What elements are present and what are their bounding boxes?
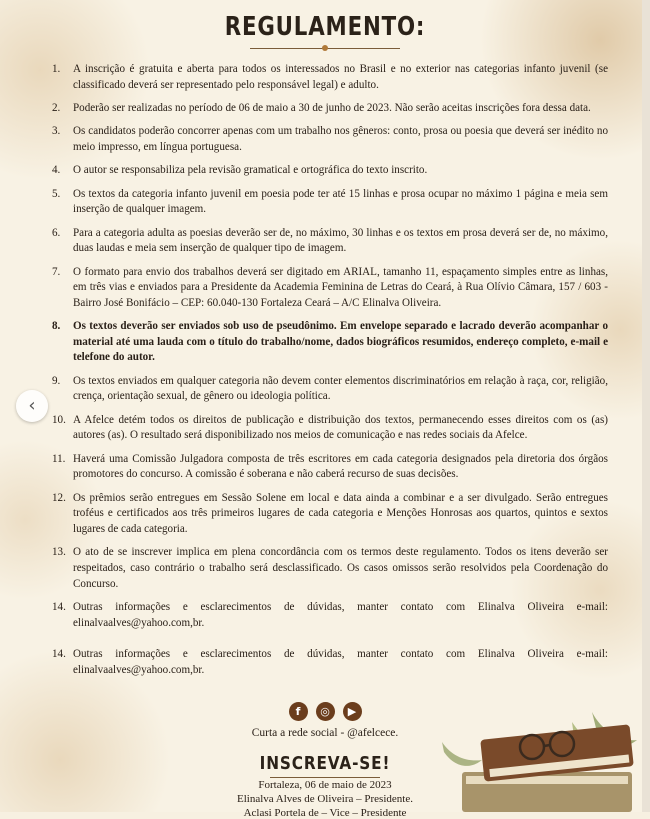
- rules-list: [52, 62, 608, 639]
- previous-slide-button[interactable]: ‹: [16, 390, 48, 422]
- youtube-icon[interactable]: ▶: [343, 702, 362, 721]
- books-illustration: [422, 702, 642, 812]
- cta-underline: [270, 777, 380, 778]
- rule-text: Haverá uma Comissão Julgadora composta de três escritores em cada categoria designados pela diretoria dos órgãos promotores do concurso. A comissão é soberana e não caberá recurso de suas decisões.: [73, 452, 608, 481]
- rule-item: [52, 413, 608, 444]
- rule-item: [52, 163, 608, 179]
- rule-item: [52, 374, 608, 405]
- instagram-icon[interactable]: ◎: [316, 702, 335, 721]
- rule-item: [52, 319, 608, 366]
- rule-number: 9.: [52, 374, 61, 387]
- rules-list-tail: [52, 647, 608, 686]
- title-ornament: [322, 45, 328, 51]
- rule-item: [52, 62, 608, 93]
- rule-number: 12.: [52, 491, 66, 504]
- rule-item: [52, 124, 608, 155]
- rule-number: 6.: [52, 226, 61, 239]
- rule-number: 1.: [52, 63, 61, 75]
- rule-text: Os prêmios serão entregues em Sessão Solene em local e data ainda a combinar e a ser divulgado. Serão entregues troféus e certificados aos três primeiros lugares de cada categoria e Menções Honrosas aos quartos, quintos e sextos lugares de cada categoria.: [73, 491, 608, 536]
- rule-item: [52, 545, 608, 592]
- rule-text: A inscrição é gratuita e aberta para todos os interessados no Brasil e no exterior nas categorias infanto juvenil (se classificado deverá ser representado pelo responsável legal) e adulto.: [73, 63, 608, 91]
- rule-text: O autor se responsabiliza pela revisão gramatical e ortográfica do texto inscrito.: [73, 164, 428, 177]
- rule-number: 7.: [52, 265, 61, 278]
- rule-item: [52, 226, 608, 257]
- rule-text: Outras informações e esclarecimentos de dúvidas, manter contato com Elinalva Oliveira e-mail: elinalvaalves@yahoo.com,br.: [73, 648, 608, 676]
- rule-item: [52, 265, 608, 312]
- rule-number: 3.: [52, 125, 61, 138]
- rule-text: O formato para envio dos trabalhos deverá ser digitado em ARIAL, tamanho 11, espaçamento simples entre as linhas, em três vias e enviados para a Presidente da Academia Feminina de Letras do Ceará, à Rua Olívio Câmara, 157 / 603 - Bairro José Bonifácio – CEP: 60.040-130 Fortaleza Ceará – A/C Elinalva Oliveira.: [73, 265, 608, 309]
- rule-item: [52, 600, 608, 631]
- facebook-icon[interactable]: f: [289, 702, 308, 721]
- rule-text: Os textos da categoria infanto juvenil em poesia pode ter até 15 linhas e prosa ocupar no máximo 1 página e meia sem inserção de qualquer imagem.: [73, 187, 608, 216]
- rule-text: Os textos deverão ser enviados sob uso de pseudônimo. Em envelope separado e lacrado deverão acompanhar o material até uma lauda com o título do trabalho/nome, dados biográficos resumidos, endereço completo, e-mail e telefone do autor.: [73, 320, 608, 364]
- rule-text: Para a categoria adulta as poesias deverão ser de, no máximo, 30 linhas e os textos em prosa deverá ser de, no máximo, duas laudas e meia sem inserção de qualquer tipo de imagem.: [73, 226, 608, 255]
- social-caption: Curta a rede social - @afelcece.: [251, 727, 399, 739]
- footer-vice: Aclasi Portela de – Vice – Presidente: [243, 807, 407, 819]
- rule-number: 14.: [52, 600, 66, 613]
- rule-number: 8.: [52, 320, 61, 333]
- rule-item: [52, 452, 608, 483]
- footer-president: Elinalva Alves de Oliveira – Presidente.: [237, 793, 413, 805]
- rule-text: Outras informações e esclarecimentos de dúvidas, manter contato com Elinalva Oliveira e-mail: elinalvaalves@yahoo.com,br.: [73, 600, 608, 629]
- frame-edge: [642, 0, 650, 812]
- rule-item: [52, 101, 608, 117]
- rule-number: 2.: [52, 101, 61, 114]
- rule-text: Os candidatos poderão concorrer apenas com um trabalho nos gêneros: conto, prosa ou poesia que deverá ser inédito no meio impresso, em língua portuguesa.: [73, 125, 608, 153]
- rule-text: Poderão ser realizadas no período de 06 de maio a 30 de junho de 2023. Não serão aceitas inscrições fora dessa data.: [73, 101, 591, 114]
- rule-number: 4.: [52, 164, 61, 177]
- rule-item: [52, 647, 608, 678]
- rule-number: 5.: [52, 187, 61, 200]
- rule-number: 13.: [52, 546, 66, 559]
- rule-text: A Afelce detém todos os direitos de publicação e distribuição dos textos, permanecendo esses direitos com os (as) autores (as). O resultado será disponibilizado nos meios de comunicação e nas redes sociais da Afelce.: [73, 413, 608, 442]
- rule-item: [52, 187, 608, 218]
- rule-item: [52, 491, 608, 538]
- footer-date: Fortaleza, 06 de maio de 2023: [258, 779, 392, 791]
- rule-text: O ato de se inscrever implica em plena concordância com os termos deste regulamento. Todos os itens deverão ser respeitados, caso contrário o trabalho será desclassificado. Os casos omissos serão resolvidos pela Coordenação do Concurso.: [73, 546, 608, 590]
- rule-number: 11.: [52, 452, 66, 465]
- rule-number: 10.: [52, 413, 66, 426]
- page-title: REGULAMENTO:: [224, 12, 426, 42]
- rule-text: Os textos enviados em qualquer categoria não devem conter elementos discriminatórios em relação à raça, cor, religião, crença, orientação sexual, de gênero ou ideologia política.: [73, 374, 608, 403]
- rule-number: 14.: [52, 648, 66, 660]
- cta-heading: INSCREVA-SE!: [259, 753, 391, 774]
